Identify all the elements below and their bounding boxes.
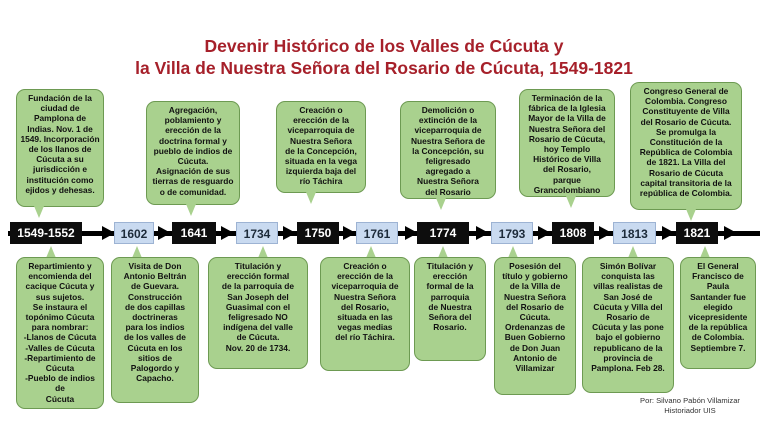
year-box-1761: 1761 (356, 222, 398, 244)
event-text: Congreso General de Colombia. Congreso Constituyente de Villa del Rosario de Cúcuta. Se promulga la Constitución de la República de Colombia de 1821. La Villa del Rosario de Cúcuta capital transitoria de la república de Colombia. (639, 86, 733, 199)
year-box-1793: 1793 (491, 222, 533, 244)
event-text: Visita de Don Antonio Beltrán de Guevara. Construcción de dos capillas doctrineras para los indios de los valles de Cúcuta en los sitios de Palogordo y Capacho. (123, 261, 187, 384)
credit-author: Por: Silvano Pabón Villamizar (640, 396, 740, 405)
author-credit (625, 396, 755, 416)
event-card-1750 (276, 101, 366, 193)
event-text: Demolición o extinción de la viceparroquia de Nuestra Señora de la Concepción, su feligresado agregado a Nuestra Señora del Rosario (410, 105, 485, 197)
year-box-1549: 1549-1552 (10, 222, 82, 244)
event-card-1774-bottom (414, 257, 486, 361)
year-box-1750: 1750 (297, 222, 339, 244)
event-text: Posesión del título y gobierno de la Villa de Nuestra Señora del Rosario de Cúcuta. Ordenanzas de Buen Gobierno de Don Juan Antonio de Villamizar (502, 261, 568, 374)
timeline-arrow-icon (662, 226, 675, 240)
timeline-arrow-icon (221, 226, 234, 240)
timeline-arrow-icon (538, 226, 551, 240)
year-box-1821: 1821 (676, 222, 718, 244)
callout-pointer (306, 192, 316, 204)
timeline-arrow-icon (158, 226, 171, 240)
event-card-1761 (320, 257, 410, 371)
timeline-arrow-icon (343, 226, 356, 240)
callout-pointer (686, 209, 696, 221)
event-text: Fundación de la ciudad de Pamplona de Indias. Nov. 1 de 1549. Incorporación de los llanos de Cúcuta a su jurisdicción e institución como ejidos y dehesas. (20, 93, 100, 195)
event-text: Agregación, poblamiento y erección de la doctrina formal y pueblo de indios de Cúcuta. Asignación de sus tierras de resguardo o de comunidad. (152, 105, 234, 197)
event-card-1821-bottom (680, 257, 756, 369)
event-text: Terminación de la fábrica de la Iglesia Mayor de la Villa de Nuestra Señora del Rosario de Cúcuta, hoy Templo Histórico de Villa del Rosario, parque Grancolombiano (528, 93, 606, 195)
event-text: Creación o erección de la viceparroquia de Nuestra Señora del Rosario, situada en las vegas medias del río Táchira. (331, 261, 399, 343)
event-text: El General Francisco de Paula Santander fue elegido vicepresidente de la república de Colombia. Septiembre 7. (688, 261, 748, 353)
event-card-1549-bottom (16, 257, 104, 409)
event-card-1821 (630, 82, 742, 210)
title-line-2: la Villa de Nuestra Señora del Rosario de Cúcuta, 1549-1821 (135, 58, 633, 78)
event-card-1734 (208, 257, 308, 369)
timeline-arrow-icon (283, 226, 296, 240)
event-card-1602 (111, 257, 199, 403)
event-text: Simón Bolívar conquista las villas realistas de San José de Cúcuta y Villa del Rosario de Cúcuta y las pone bajo el gobierno republicano de la provincia de Pamplona. Feb 28. (591, 261, 665, 374)
event-card-1793 (494, 257, 576, 395)
callout-pointer (566, 196, 576, 208)
timeline-arrow-icon (599, 226, 612, 240)
year-box-1808: 1808 (552, 222, 594, 244)
callout-pointer (34, 206, 44, 218)
event-text: Titulación y erección formal de la parroquia de Nuestra Señora del Rosario. (426, 261, 474, 333)
event-card-1549 (16, 89, 104, 207)
timeline-arrow-icon (476, 226, 489, 240)
event-text: Titulación y erección formal de la parroquia de San Joseph del Guasimal con el feligresado NO indígena del valle de Cúcuta. Nov. 20 de 1734. (221, 261, 295, 353)
event-card-1808 (519, 89, 615, 197)
year-box-1774: 1774 (417, 222, 469, 244)
year-box-1602: 1602 (114, 222, 154, 244)
title-line-1: Devenir Histórico de los Valles de Cúcuta y (204, 36, 564, 56)
year-box-1734: 1734 (236, 222, 278, 244)
event-card-1774 (400, 101, 496, 199)
callout-pointer (186, 204, 196, 216)
callout-pointer (436, 198, 446, 210)
event-card-1641 (146, 101, 240, 205)
timeline-arrow-icon (724, 226, 737, 240)
event-text: Repartimiento y encomienda del cacique Cúcuta y sus sujetos. Se instaura el topónimo Cúcuta para nombrar: -Llanos de Cúcuta -Valles de Cúcuta -Repartimiento de Cúcuta -Pueblo de indios de Cúcuta (23, 261, 97, 404)
year-box-1813: 1813 (613, 222, 656, 244)
credit-role: Historiador UIS (664, 406, 716, 415)
year-box-1641: 1641 (172, 222, 216, 244)
event-card-1813 (582, 257, 674, 393)
event-text: Creación o erección de la viceparroquia de Nuestra Señora de la Concepción, situada en la vega izquierda baja del río Táchira (284, 105, 358, 187)
